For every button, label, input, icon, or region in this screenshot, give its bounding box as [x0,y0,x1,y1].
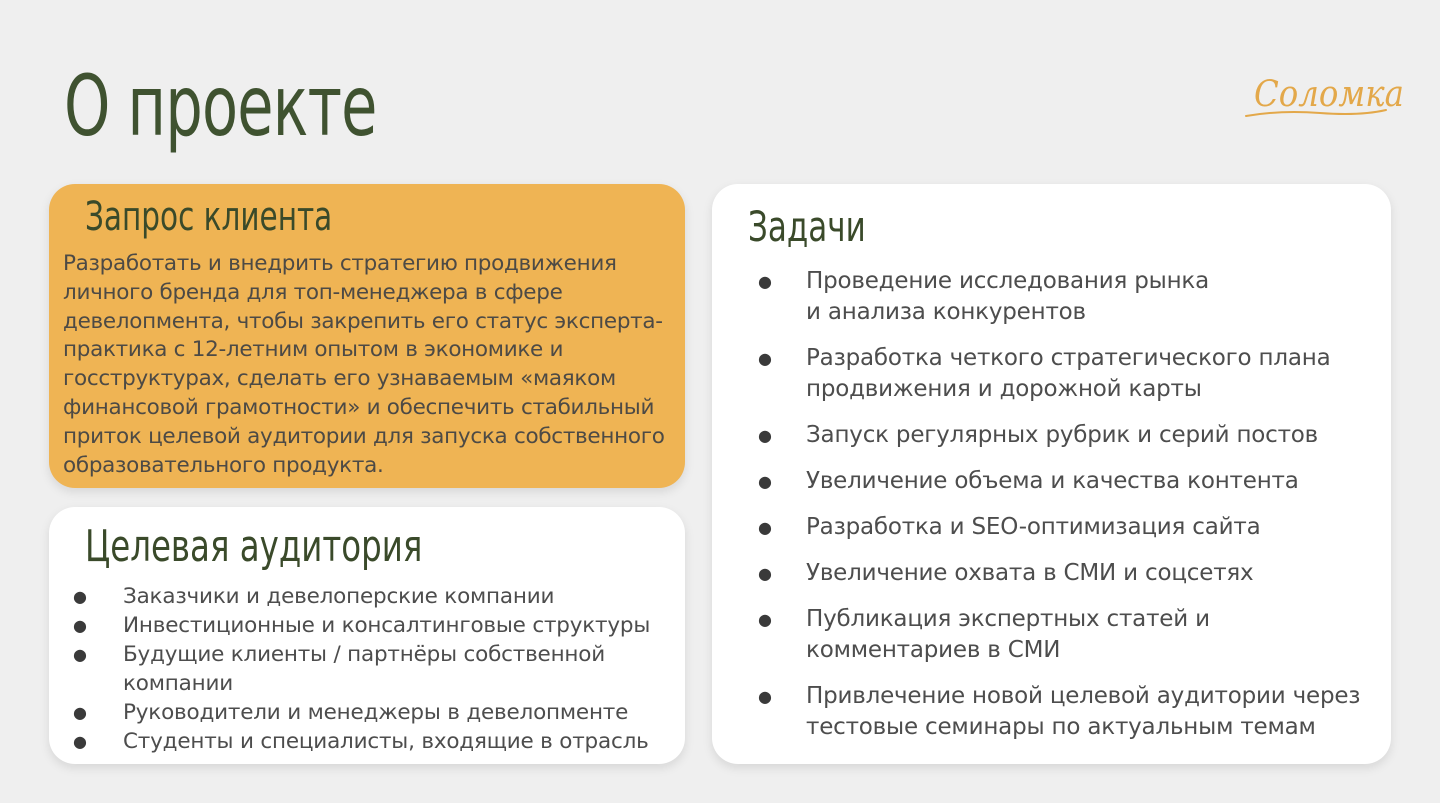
list-item [73,640,673,698]
task-text-line: тестовые семинары по актуальным темам [806,714,1316,740]
task-text-line: комментариев в СМИ [806,637,1061,663]
logo-text: Соломка [1254,74,1404,115]
list-item [73,582,673,611]
bullet-icon: ● [758,426,772,445]
client-request-card [49,184,685,488]
bullet-icon: ● [758,687,772,706]
list-item-text: Инвестиционные и консалтинговые структуры [123,613,651,638]
bullet-icon: ● [758,610,772,629]
tasks-card [712,184,1391,764]
bullet-icon: ● [758,349,772,368]
client-request-text: Разработать и внедрить стратегию продвижения личного бренда для топ-менеджера в сфере девелопмента, чтобы закрепить его статус эксперта-практика с 12-летним опытом в экономике и госструктурах, сделать его узнаваемым «маяком финансовой грамотности» и обеспечить стабильный приток целевой аудитории для запуска собственного образовательного продукта. [63,251,665,478]
page-title: О проекте [64,57,377,155]
client-request-heading: Запрос клиента [85,194,333,240]
bullet-icon: ● [73,645,87,664]
list-item-text: Заказчики и девелоперские компании [123,584,555,609]
list-item-text: Будущие клиенты / партнёры собственной компании [123,642,606,696]
brand-logo [1240,66,1404,136]
list-item [758,420,1388,451]
bullet-icon: ● [73,732,87,751]
list-item [758,343,1388,405]
target-audience-heading: Целевая аудитория [85,521,423,572]
bullet-icon: ● [758,472,772,491]
list-item [758,466,1388,497]
list-item [73,727,673,756]
list-item [758,558,1388,589]
task-text-line: Публикация экспертных статей и [806,606,1210,632]
list-item [758,604,1388,666]
bullet-icon: ● [758,518,772,537]
task-text-line: Разработка и SEO-оптимизация сайта [806,514,1261,540]
task-text-line: Проведение исследования рынка [806,268,1210,294]
list-item [758,512,1388,543]
bullet-icon: ● [73,616,87,635]
task-text-line: продвижения и дорожной карты [806,376,1202,402]
list-item-text: Студенты и специалисты, входящие в отрасль [123,729,649,754]
bullet-icon: ● [758,564,772,583]
tasks-heading: Задачи [748,202,866,251]
task-text-line: и анализа конкурентов [806,299,1086,325]
target-audience-card [49,507,685,764]
tasks-list [758,266,1388,758]
task-text-line: Запуск регулярных рубрик и серий постов [806,422,1319,448]
list-item [73,611,673,640]
task-text-line: Увеличение охвата в СМИ и соцсетях [806,560,1254,586]
list-item-text: Руководители и менеджеры в девелопменте [123,700,629,725]
task-text-line: Разработка четкого стратегического плана [806,345,1331,371]
bullet-icon: ● [73,587,87,606]
bullet-icon: ● [758,272,772,291]
task-text-line: Привлечение новой целевой аудитории через [806,683,1361,709]
list-item [758,266,1388,328]
list-item [758,681,1388,743]
target-audience-list [73,582,673,756]
task-text-line: Увеличение объема и качества контента [806,468,1299,494]
list-item [73,698,673,727]
bullet-icon: ● [73,703,87,722]
